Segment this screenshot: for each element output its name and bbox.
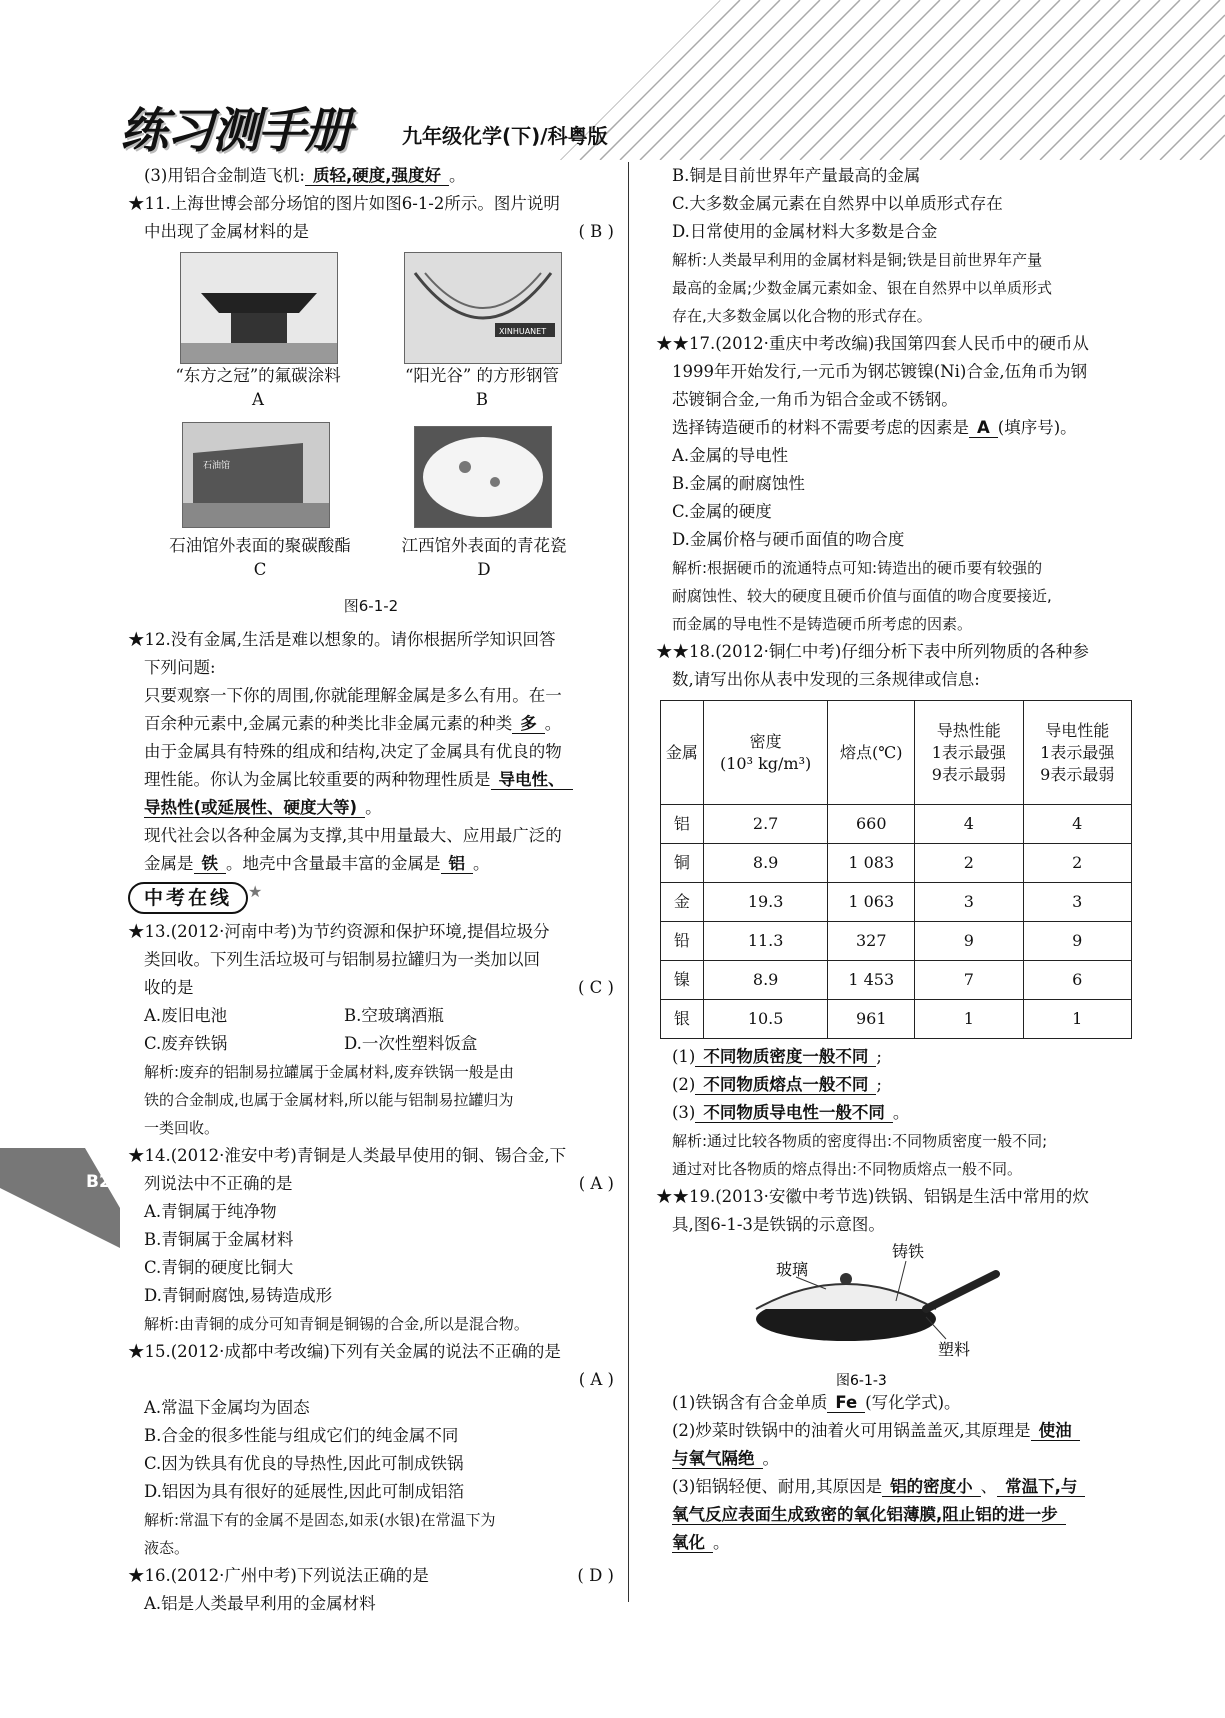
answer-blank: 不同物质密度一般不同	[695, 1047, 876, 1067]
answer-blank: 氧气反应表面生成致密的氧化铝薄膜,阻止铝的进一步	[672, 1505, 1066, 1525]
q18-answer-1: (1) 不同物质密度一般不同 ;	[672, 1047, 882, 1066]
frying-pan-figure	[656, 1239, 1132, 1389]
q16-analysis-1: 解析:人类最早利用的金属材料是铜;铁是目前世界年产量	[672, 251, 1043, 269]
star-icon: ★	[248, 882, 263, 901]
q16-option-b: B.铜是目前世界年产量最高的金属	[672, 166, 921, 185]
table-header-electric-conductivity: 导电性能 1表示最强 9表示最弱	[1023, 701, 1131, 805]
q15-answer-line	[128, 1366, 614, 1394]
section-header: 中考在线	[128, 882, 248, 914]
q12-line6: 理性能。你认为金属比较重要的两种物理性质是 导电性、	[128, 766, 614, 794]
photo-sun-valley	[404, 252, 562, 364]
answer-blank: 铁	[194, 854, 227, 874]
q15-option-d: D.铝因为具有很好的延展性,因此可制成铝箔	[144, 1482, 465, 1501]
q14-option-c: C.青铜的硬度比铜大	[144, 1258, 294, 1277]
table-header-melting-point: 熔点(℃)	[828, 701, 915, 805]
q18-line1: ★★18.(2012·铜仁中考)仔细分析下表中所列物质的各种参	[656, 642, 1089, 661]
q18-analysis-2: 通过对比各物质的熔点得出:不同物质熔点一般不同。	[672, 1160, 1023, 1178]
section-header-wrap	[128, 878, 614, 918]
q13-analysis-2: 铁的合金制成,也属于金属材料,所以能与铝制易拉罐归为	[144, 1091, 514, 1109]
q11-line1: ★11.上海世博会部分场馆的图片如图6-1-2所示。图片说明	[128, 194, 560, 213]
photo-caption-c: 石油馆外表面的聚碳酸酯 C	[169, 536, 351, 579]
answer-blank: 多	[512, 714, 545, 734]
answer-blank: 铝的密度小	[882, 1477, 981, 1497]
metal-properties-table	[660, 700, 1132, 1039]
answer-blank: 导热性(或延展性、硬度大等)	[144, 798, 365, 818]
q17-option-b: B.金属的耐腐蚀性	[672, 474, 805, 493]
q12-line4: 百余种元素中,金属元素的种类比非金属元素的种类 多 。	[144, 714, 562, 733]
figure-caption-6-1-2: 图6-1-2	[343, 597, 399, 615]
q13-options-cd: C.废弃铁锅 D.一次性塑料饭盒	[144, 1034, 478, 1053]
q18-analysis-1: 解析:通过比较各物质的密度得出:不同物质密度一般不同;	[672, 1132, 1048, 1150]
answer-choice: ( C )	[578, 978, 614, 997]
answer-blank: 氧化	[672, 1533, 713, 1553]
q12-line9: 金属是 铁 。地壳中含量最丰富的金属是 铝 。	[144, 854, 490, 873]
q13-line1: ★13.(2012·河南中考)为节约资源和保护环境,提倡垃圾分	[128, 922, 550, 941]
header-hatch-decoration	[560, 0, 1225, 160]
q14-option-a: A.青铜属于纯净物	[144, 1202, 277, 1221]
q13-options-ab: A.废旧电池 B.空玻璃酒瓶	[144, 1006, 444, 1025]
q12-line1: ★12.没有金属,生活是难以想象的。请你根据所学知识回答	[128, 630, 556, 649]
photo-caption-b: “阳光谷” 的方形钢管 B	[404, 366, 560, 409]
q18-line2: 数,请写出你从表中发现的三条规律或信息:	[672, 670, 980, 689]
photo-oil-pavilion	[182, 422, 330, 528]
right-column	[656, 162, 1132, 1557]
table-row: 金 19.3 1 063 3 3	[661, 883, 1132, 922]
q19-answer-1: (1)铁锅含有合金单质 Fe (写化学式)。	[672, 1393, 961, 1412]
q17-line2: 1999年开始发行,一元币为钢芯镀镍(Ni)合金,伍角币为钢	[672, 362, 1088, 381]
q17-line3: 芯镀铜合金,一角币为铝合金或不锈钢。	[672, 390, 958, 409]
table-row: 镍 8.9 1 453 7 6	[661, 961, 1132, 1000]
q19-line1: ★★19.(2013·安徽中考节选)铁锅、铝锅是生活中常用的炊	[656, 1187, 1089, 1206]
table-row: 铅 11.3 327 9 9	[661, 922, 1132, 961]
q17-option-a: A.金属的导电性	[672, 446, 789, 465]
answer-blank: A	[969, 418, 998, 438]
svg-text:石油馆: 石油馆	[203, 461, 231, 471]
q17-option-c: C.金属的硬度	[672, 502, 772, 521]
table-row: 银 10.5 961 1 1	[661, 1000, 1132, 1039]
q16-analysis-3: 存在,大多数金属以化合物的形式存在。	[672, 307, 932, 325]
q17-line4: 选择铸造硬币的材料不需要考虑的因素是 A (填序号)。	[672, 418, 1077, 437]
answer-blank: 质轻,硬度,强度好	[305, 166, 449, 186]
q13-line3: 收的是 ( C )	[128, 974, 614, 1002]
answer-choice: ( A )	[578, 1174, 614, 1193]
q16-option-c: C.大多数金属元素在自然界中以单质形式存在	[672, 194, 1003, 213]
q17-line1: ★★17.(2012·重庆中考改编)我国第四套人民币中的硬币从	[656, 334, 1089, 353]
page-number: B2	[86, 1172, 111, 1192]
answer-blank: 不同物质熔点一般不同	[695, 1075, 876, 1095]
frying-pan-illustration	[656, 1239, 1132, 1389]
q14-analysis: 解析:由青铜的成分可知青铜是铜锡的合金,所以是混合物。	[144, 1315, 529, 1333]
q16-option-d: D.日常使用的金属材料大多数是合金	[672, 222, 938, 241]
photo-jiangxi-pavilion	[414, 426, 552, 528]
answer-choice: ( B )	[578, 222, 614, 241]
table-row: 铜 8.9 1 083 2 2	[661, 844, 1132, 883]
q16-analysis-2: 最高的金属;少数金属元素如金、银在自然界中以单质形式	[672, 279, 1053, 297]
q19-answer-2b: 与氧气隔绝 。	[672, 1449, 779, 1468]
q13-analysis-3: 一类回收。	[144, 1119, 220, 1137]
q16-option-a: A.铝是人类最早利用的金属材料	[144, 1594, 376, 1613]
figure-caption-6-1-3: 图6-1-3	[836, 1373, 887, 1389]
answer-blank: 常温下,与	[997, 1477, 1085, 1497]
book-title: 九年级化学(下)/科粤版	[402, 124, 608, 148]
q15-option-a: A.常温下金属均为固态	[144, 1398, 310, 1417]
q12-line7: 导热性(或延展性、硬度大等) 。	[144, 798, 382, 817]
label-glass: 玻璃	[776, 1260, 809, 1279]
answer-blank: 使油	[1031, 1421, 1080, 1441]
photo-china-pavilion	[180, 252, 338, 364]
page-number-tab	[0, 1148, 120, 1248]
q17-option-d: D.金属价格与硬币面值的吻合度	[672, 530, 905, 549]
table-row: 铝 2.7 660 4 4	[661, 805, 1132, 844]
photo-caption-a: “东方之冠”的氟碳涂料 A	[175, 366, 341, 409]
q11-line2: 中出现了金属材料的是 ( B )	[128, 218, 614, 246]
q14-option-d: D.青铜耐腐蚀,易铸造成形	[144, 1286, 333, 1305]
photo-caption-d: 江西馆外表面的青花瓷 D	[401, 536, 567, 579]
table-header-metal: 金属	[661, 701, 704, 805]
brand-logo: 练习测手册	[120, 103, 351, 159]
q12-line8: 现代社会以各种金属为支撑,其中用量最大、应用最广泛的	[144, 826, 562, 845]
column-divider	[628, 162, 629, 1602]
q10-3-line: (3)用铝合金制造飞机: 质轻,硬度,强度好 。	[144, 166, 466, 185]
q15-option-c: C.因为铁具有优良的导热性,因此可制成铁锅	[144, 1454, 464, 1473]
q19-answer-2a: (2)炒菜时铁锅中的油着火可用锅盖盖灭,其原理是 使油	[656, 1417, 1132, 1445]
q18-answer-2: (2) 不同物质熔点一般不同 ;	[672, 1075, 882, 1094]
q14-line2: 列说法中不正确的是 ( A )	[128, 1170, 614, 1198]
q14-line1: ★14.(2012·淮安中考)青铜是人类最早使用的铜、锡合金,下	[128, 1146, 567, 1165]
q17-analysis-1: 解析:根据硬币的流通特点可知:铸造出的硬币要有较强的	[672, 559, 1043, 577]
q14-option-b: B.青铜属于金属材料	[144, 1230, 294, 1249]
q15-analysis-2: 液态。	[144, 1539, 190, 1557]
q19-answer-3c: 氧化 。	[672, 1533, 730, 1552]
table-header-heat-conductivity: 导热性能 1表示最强 9表示最弱	[915, 701, 1023, 805]
q18-answer-3: (3) 不同物质导电性一般不同 。	[672, 1103, 910, 1122]
q12-line3: 只要观察一下你的周围,你就能理解金属是多么有用。在一	[144, 686, 562, 705]
answer-blank: 与氧气隔绝	[672, 1449, 763, 1469]
answer-blank: 导电性、	[491, 770, 573, 790]
q19-answer-3a: (3)铝锅轻便、耐用,其原因是 铝的密度小 、 常温下,与	[656, 1473, 1132, 1501]
q12-line5: 由于金属具有特殊的组成和结构,决定了金属具有优良的物	[144, 742, 562, 761]
q19-answer-3b	[656, 1501, 1132, 1529]
q15-option-b: B.合金的很多性能与组成它们的纯金属不同	[144, 1426, 459, 1445]
q15-analysis-1: 解析:常温下有的金属不是固态,如汞(水银)在常温下为	[144, 1511, 496, 1529]
q12-line2: 下列问题:	[144, 658, 216, 677]
label-plastic: 塑料	[938, 1340, 971, 1359]
answer-blank: 铝	[441, 854, 474, 874]
answer-blank: 不同物质导电性一般不同	[695, 1103, 893, 1123]
q15-line1: ★15.(2012·成都中考改编)下列有关金属的说法不正确的是	[128, 1342, 561, 1361]
q19-line2: 具,图6-1-3是铁锅的示意图。	[672, 1215, 885, 1234]
label-cast-iron: 铸铁	[892, 1242, 925, 1261]
q17-analysis-3: 而金属的导电性不是铸造硬币所考虑的因素。	[672, 615, 973, 633]
answer-blank: Fe	[827, 1393, 865, 1413]
expo-photos	[128, 246, 614, 626]
q16-line1: ★16.(2012·广州中考)下列说法正确的是 ( D )	[128, 1562, 614, 1590]
table-header-density: 密度 (10³ kg/m³)	[703, 701, 828, 805]
left-column	[128, 162, 614, 1618]
q17-analysis-2: 耐腐蚀性、较大的硬度且硬币价值与面值的吻合度要接近,	[672, 587, 1052, 605]
q13-line2: 类回收。下列生活垃圾可与铝制易拉罐归为一类加以回	[144, 950, 540, 969]
answer-choice: ( D )	[577, 1566, 614, 1585]
svg-text:XINHUANET: XINHUANET	[499, 327, 547, 336]
q13-analysis-1: 解析:废弃的铝制易拉罐属于金属材料,废弃铁锅一般是由	[144, 1063, 514, 1081]
answer-choice: ( A )	[578, 1370, 614, 1389]
